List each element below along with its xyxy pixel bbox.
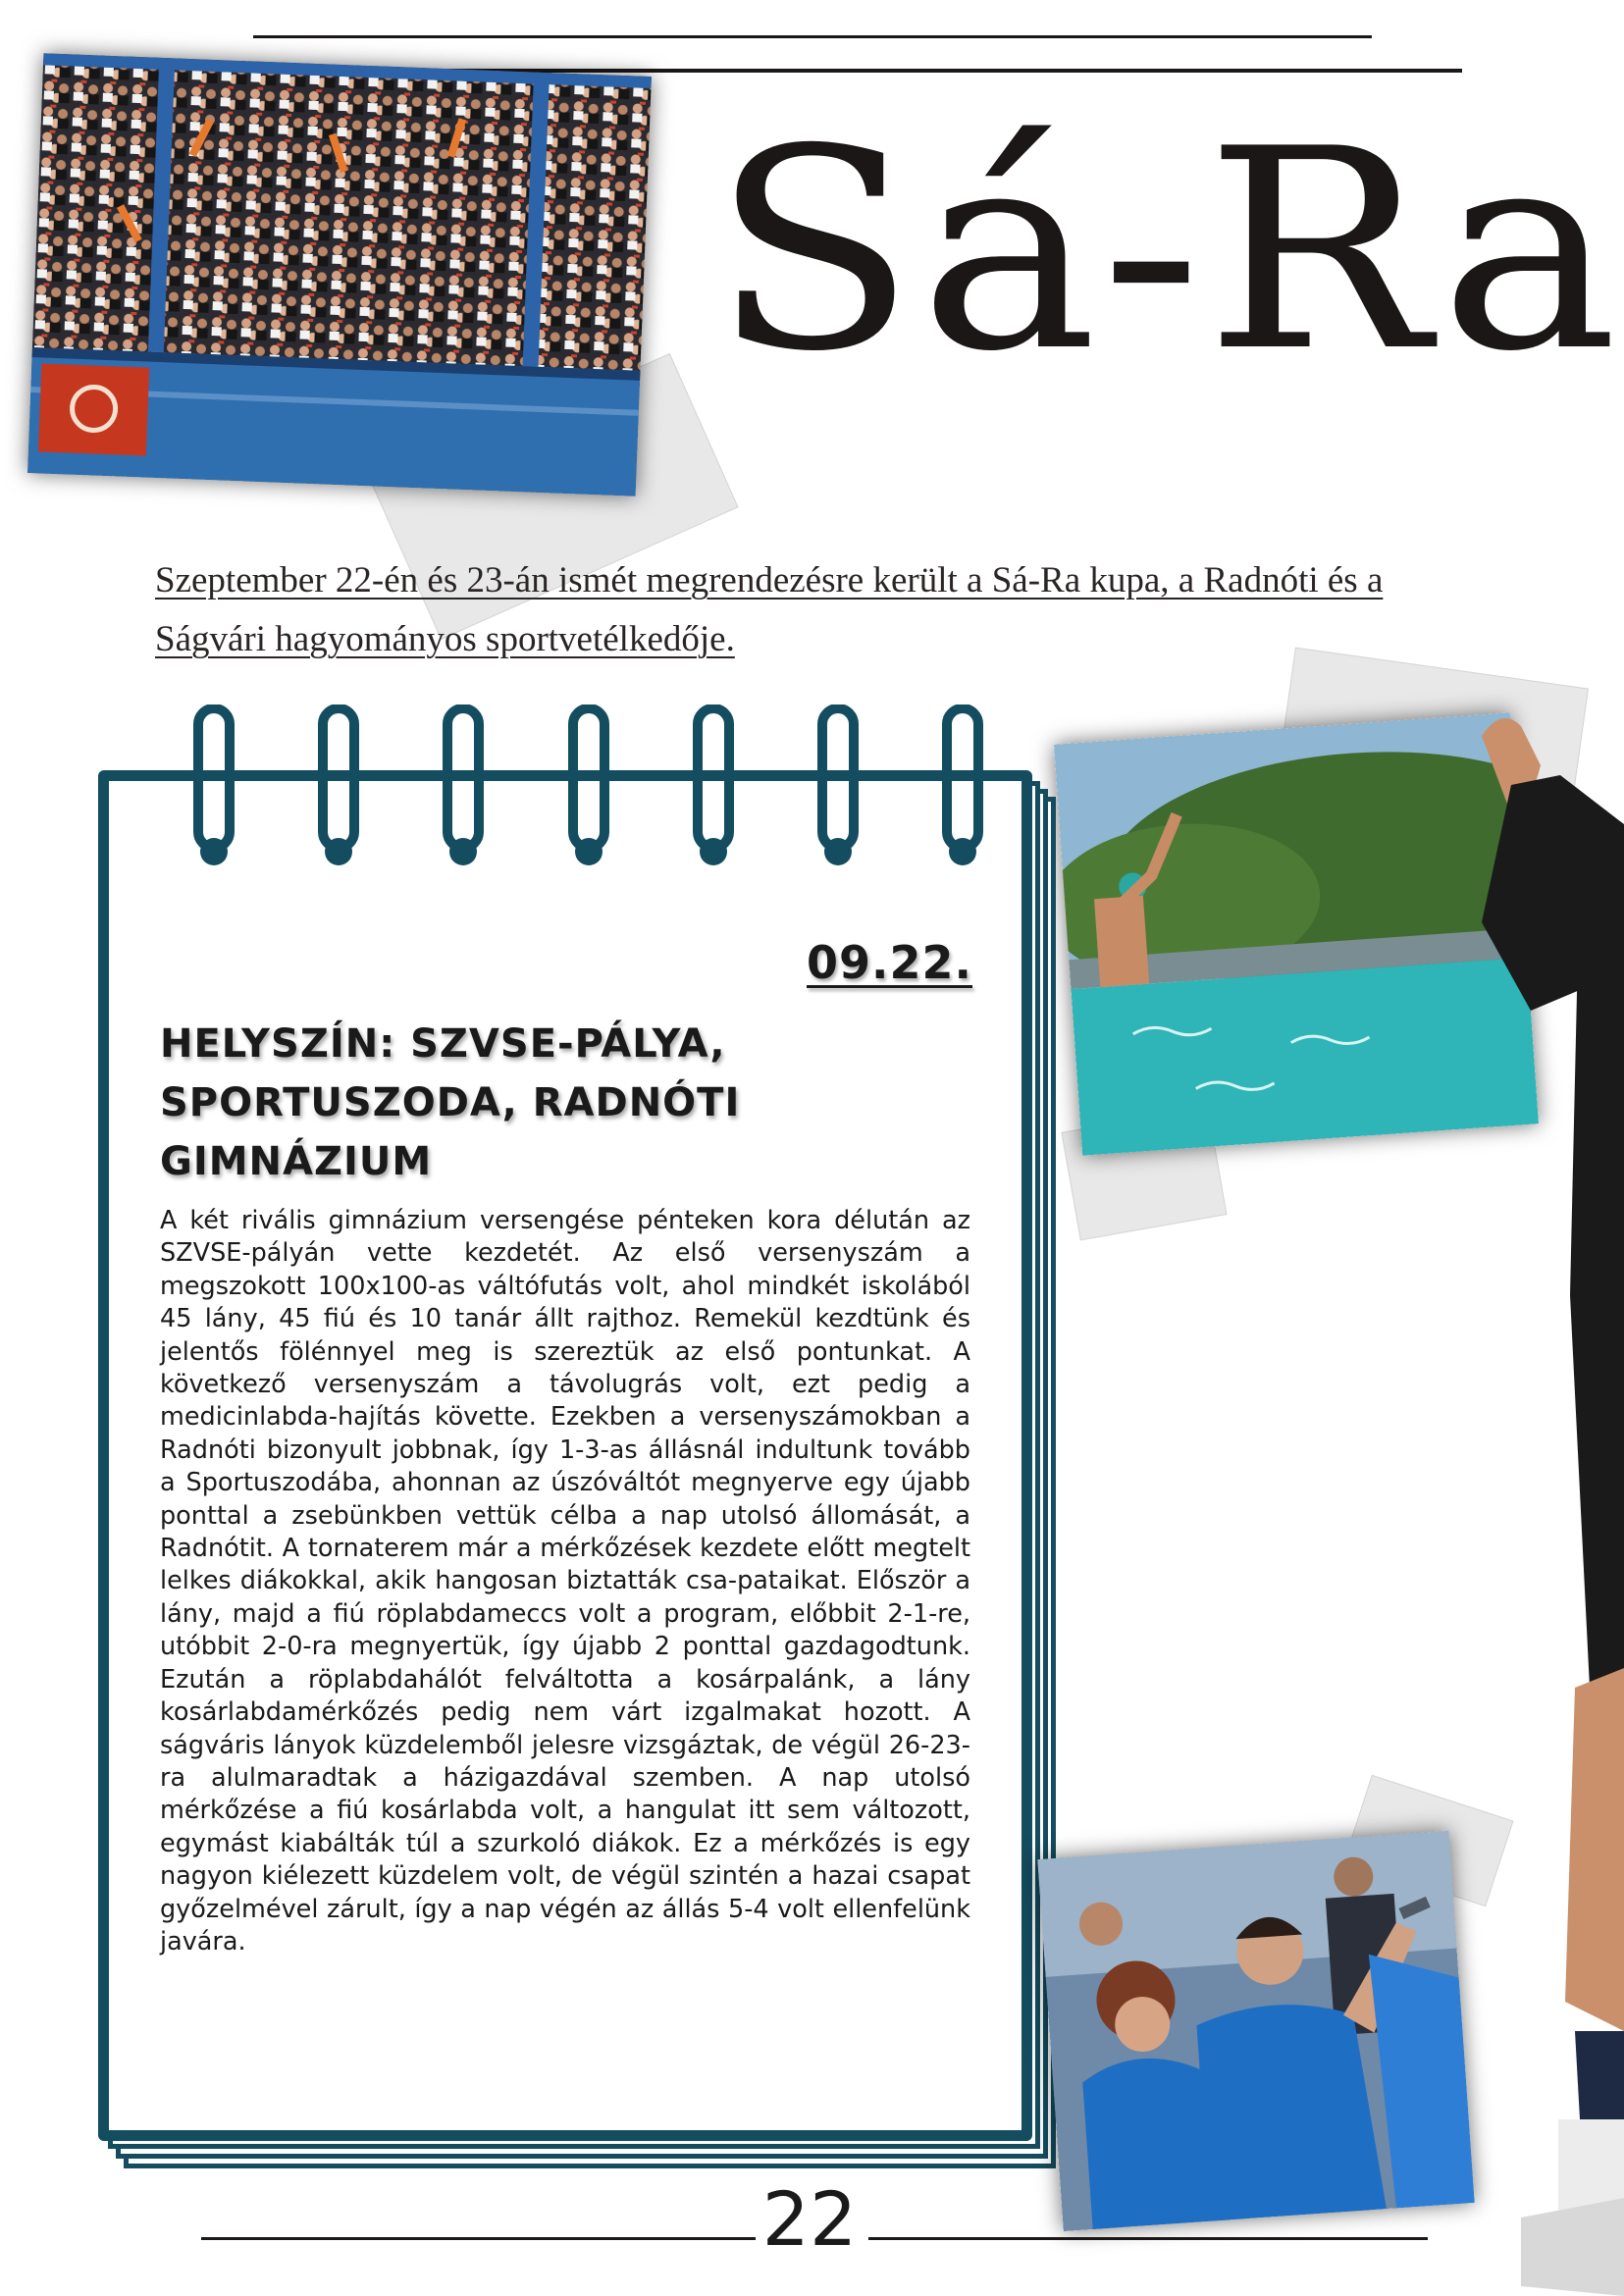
top-rule [253,35,1372,38]
spiral-ring-icon [434,704,493,876]
notepad [98,770,1032,2141]
crowd-photo [27,53,652,496]
notepad-location: HELYSZÍN: SZVSE-PÁLYA, SPORTUSZODA, RADNÓTI GIMNÁZIUM [160,1021,741,1184]
page-number: 22 [761,2175,858,2263]
notepad-date: 09.22. [807,936,972,989]
spiral-ring-icon [684,704,743,876]
spiral-ring-icon [309,704,368,876]
footer-rule-right [868,2237,1428,2240]
coaches-photo [1037,1831,1474,2231]
spiral-ring-icon [933,704,992,876]
notepad-body-text: A két rivális gimnázium versengése pénteken kora délután az SZVSE-pályán vette kezdetét. Az első versenyszám a megszokott 100x100-as váltófutás volt, ahol mindkét iskolából 45 lány, 45 fiú és 10 tanár állt rajthoz. Remekül kezdtünk és jelentős fölénnyel meg is szereztük az első pontunkat. A következő versenyszám a távolugrás volt, ezt pedig a medicinlabda-hajítás követte. Ezekben a versenyszámokban a Radnóti bizonyult jobbnak, így 1-3-as állásnál indultunk tovább a Sportuszodába, ahonnan az úszóváltót megnyerve egy újabb ponttal a zsebünkben vettük célba a nap utolsó állomását, a Radnótit. A tornaterem már a mérkőzések kezdete előtt megtelt lelkes diákokkal, akik hangosan biztatták csa-pataikat. Először a lány, majd a fiú röplabdameccs volt a program, előbbit 2-1-re, utóbbit 2-0-ra megnyertük, így újabb 2 ponttal gazdagodtunk. Ezután a röplabdahálót felváltotta a kosárpalánk, a lány kosárlabdamérkőzés pedig nem várt izgalmakat hozott. A ságváris lányok küzdelemből jelesre vizsgáztak, de végül 26-23-ra alulmaradtak a házigazdával szemben. A nap utolsó mérkőzése a fiú kosárlabda volt, a hangulat itt sem változott, egymást kiabálták túl a szurkoló diákok. Ez a mérkőzés is egy nagyon kiélezett küzdelem volt, de végül szintén a hazai csapat győzelmével zárult, így a nap végén az állás 5-4 volt ellenfelünk javára. [160,1206,970,1957]
footer-rule-left [201,2237,756,2240]
spiral-ring-icon [809,704,867,876]
spiral-ring-icon [184,704,243,876]
intro-text: Szeptember 22-én és 23-án ismét megrendezésre került a Sá-Ra kupa, a Radnóti és a Ságvári hagyományos sportvetélkedője. [155,560,1384,659]
spiral-ring-icon [559,704,618,876]
page-title: Sá-Ra [711,89,1622,412]
